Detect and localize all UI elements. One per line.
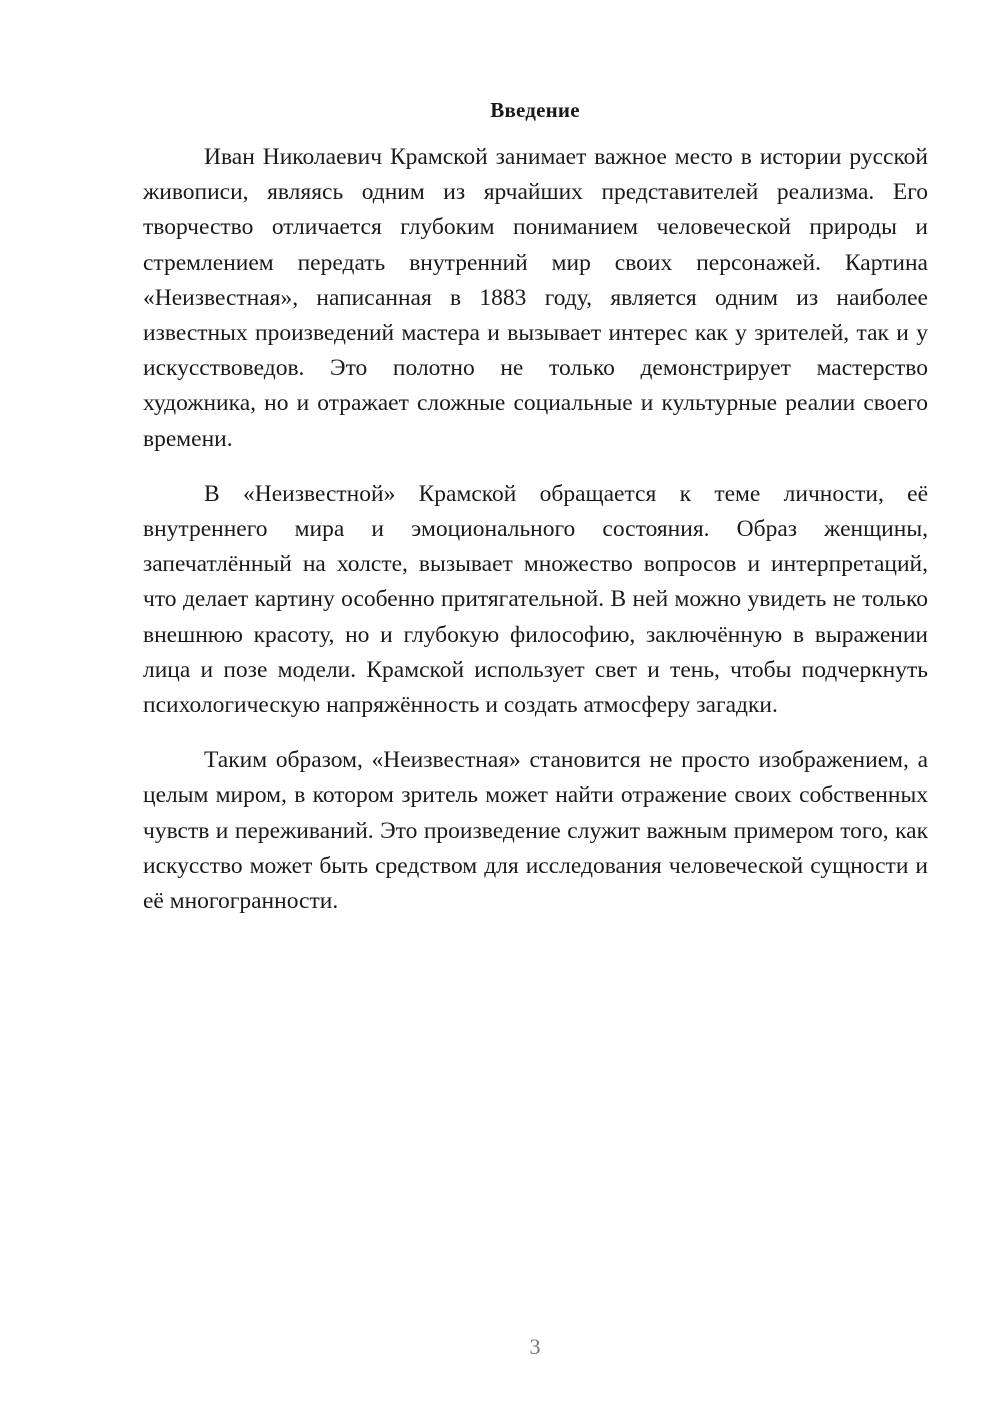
page-number: 3 [529, 1334, 541, 1359]
paragraph-3: Таким образом, «Неизвестная» становится не просто изображением, а целым миром, в котором зритель может найти отражение своих собственных чувств и переживаний. Это произведение служит важным примером того, как искусство может быть средством для исследования человеческой сущности и её многогранности. [143, 747, 928, 915]
paragraph-1: Иван Николаевич Крамской занимает важное место в истории русской живописи, являясь одним из ярчайших представителей реализма. Его творчество отличается глубоким пониманием человеческой природы и стремлением передать внутренний мир своих персонажей. Картина «Неизвестная», написанная в 1883 году, является одним из наиболее известных произведений мастера и вызывает интерес как у зрителей, так и у искусствоведов. Это полотно не только демонстрирует мастерство художника, но и отражает сложные социальные и культурные реалии своего времени. [143, 144, 928, 452]
section-title: Введение [490, 98, 580, 122]
body-text [143, 140, 928, 919]
paragraph-2: В «Неизвестной» Крамской обращается к теме личности, её внутреннего мира и эмоционального состояния. Образ женщины, запечатлённый на холсте, вызывает множество вопросов и интерпретаций, что делает картину особенно притягательной. В ней можно увидеть не только внешнюю красоту, но и глубокую философию, заключённую в выражении лица и позе модели. Крамской использует свет и тень, чтобы подчеркнуть психологическую напряжённость и создать атмосферу загадки. [143, 480, 928, 719]
